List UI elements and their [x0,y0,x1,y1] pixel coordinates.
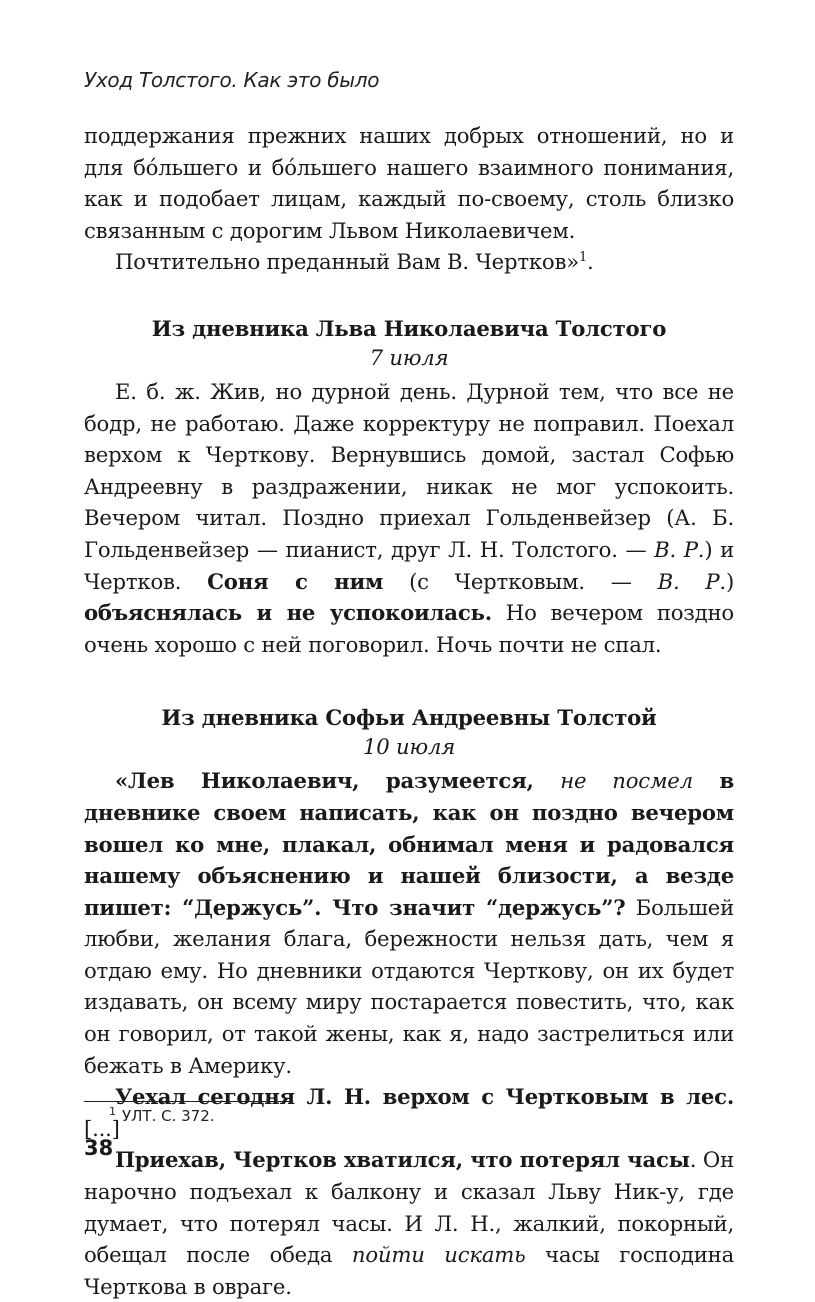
section-date-sofia: 10 июля [362,734,456,760]
running-head: Уход Толстого. Как это было [84,68,380,92]
section-date-tolstoy: 7 июля [369,344,449,370]
page-number: 38 [84,1136,114,1160]
section-heading-tolstoy: Из дневника Льва Николаевича Толстого [151,315,667,341]
text-run-bold: «Лев Николаевич, разумеется, [115,768,561,794]
text-run: [...] [84,1115,120,1141]
text-run: Большей любви, желания блага, бережности нельзя дать, чем я отдаю ему. Но дневники отдаются Черткову, он их будет издавать, он всему миру постарается повестить, что, как он говорил, от такой жены, как я, надо застрелиться или бежать в Америку. [84,894,734,1078]
text-run: (с Чертковым. — [383,568,658,594]
footnote-divider [84,1101,290,1102]
footnote-text: УЛТ. С. 372. [122,1107,215,1125]
section-heading-sofia: Из дневника Софьи Андреевны Толстой [161,705,657,731]
text-run-bold: Соня с ним [207,568,384,594]
text-run: ) [725,568,735,594]
letter-ending-paragraph: поддержания прежних наших добрых отношений, но и для бóльшего и бóльшего нашего взаимного понимания, как и подобает лицам, каждый по-своему, столь близко связанным с дорогим Львом Николаевичем. [84,123,734,243]
text-run: Е. б. ж. Жив, но дурной день. Дурной тем, что все не бодр, не работаю. Даже корректуру не поправил. Поехал верхом к Черткову. Вернувшись домой, застал Софью Андреевну в раздражении, никак не мог успокоить. Вечером читал. Поздно приехал Гольденвейзер (А. Б. Гольденвейзер — пианист, друг Л. Н. Толстого. — [84,378,734,562]
text-run: ) и Чертков. [84,536,734,594]
text-run-italic: В. Р. [657,568,726,594]
footnote-mark: 1 [109,1105,116,1118]
text-run-italic: В. Р. [654,536,705,562]
signature-period: . [587,249,594,275]
tolstoy-diary-paragraph [84,376,734,660]
sofia-diary-paragraph-1 [84,765,734,1081]
text-run-bold: объяснялась и не успокоилась. [84,600,492,626]
text-run-bold: в дневнике своем написать, как он поздно вечером вошел ко мне, плакал, обнимал меня и радовался нашему объяснению и нашей близости, а везде пишет: “Держусь”. Что значит “держусь”? [84,768,734,920]
footnote-reference: 1 [578,250,588,266]
signature-text: Почтительно преданный Вам В. Чертков» [115,249,579,275]
text-run: . Он нарочно подъехал к балкону и сказал Льву Ник-у, где думает, что потерял часы. И Л. Н., жалкий, покорный, обещал после обеда [84,1147,734,1268]
letter-signature [84,246,734,278]
footnote [109,1105,215,1125]
text-run-bold: Уехал сегодня Л. Н. верхом с Чертковым в лес. [115,1084,734,1110]
text-run-italic: не посмел [560,768,693,794]
text-run-bold: Приехав, Чертков хватился, что потерял часы [115,1147,690,1173]
text-run: Но вечером поздно очень хорошо с ней поговорил. Ночь почти не спал. [84,600,734,657]
text-run: часы господина Черткова в овраге. [84,1242,734,1299]
sofia-diary-paragraph-3 [84,1144,734,1302]
text-run-italic: пойти искать [351,1242,526,1268]
